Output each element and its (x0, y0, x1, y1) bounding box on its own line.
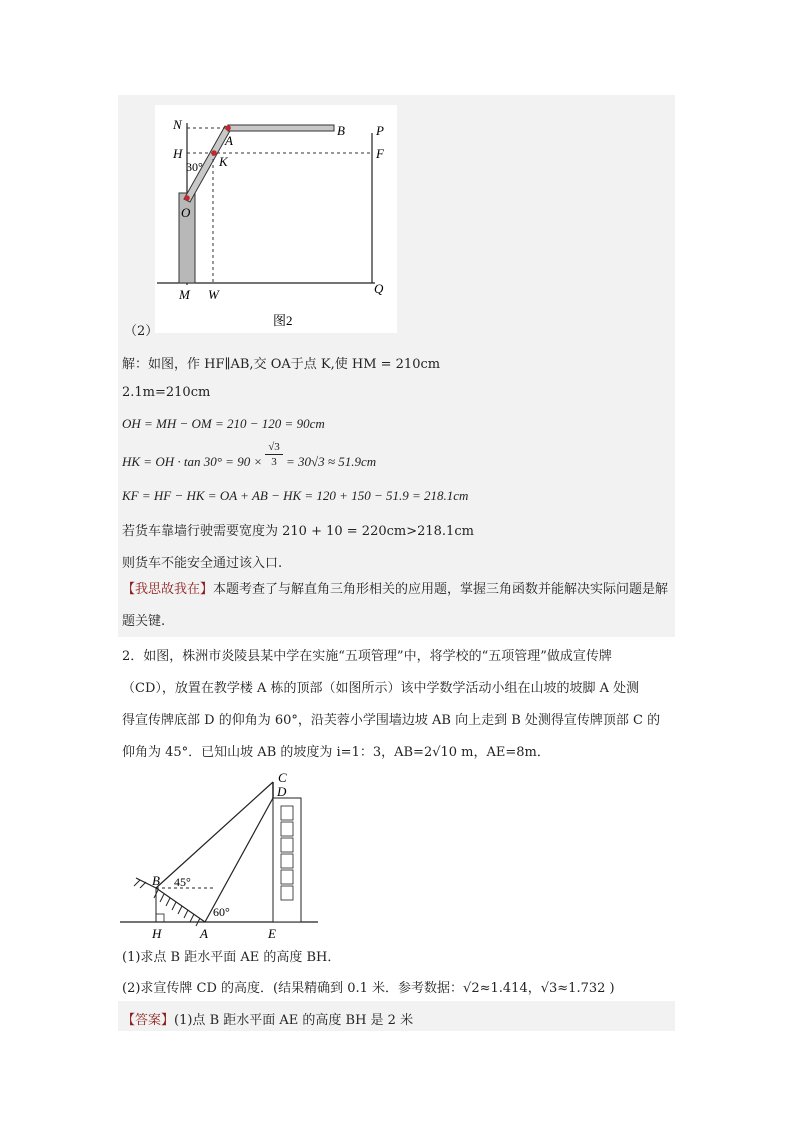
label-f: F (376, 146, 384, 161)
fraction (265, 440, 283, 469)
solution-line-3: OH = MH − OM = 210 − 120 = 90cm (122, 416, 325, 431)
figure-problem2 (118, 770, 318, 942)
fig-label-45: 45° (174, 875, 191, 889)
label-o: O (181, 205, 191, 220)
part-label: （2） (124, 324, 159, 339)
label-m: M (179, 287, 190, 302)
label-a: A (225, 133, 233, 148)
fraction-numerator: √3 (265, 440, 283, 455)
figure-caption: 图2 (273, 313, 293, 328)
problem2-line-2: （CD），放置在教学楼 A 栋的顶部（如图所示）该中学数学活动小组在山坡的坡脚 A 处测 (122, 681, 640, 696)
label-q: Q (374, 281, 384, 296)
fig-label-e: E (268, 926, 276, 941)
insight-paragraph (122, 574, 674, 638)
answer-line (122, 1009, 413, 1028)
fig-label-c: C (278, 770, 287, 785)
label-k: K (219, 154, 228, 169)
question-1: (1)求点 B 距水平面 AE 的高度 BH． (122, 950, 341, 965)
solution-line-6: 若货车靠墙行驶需要宽度为 210 + 10 = 220cm>218.1cm (122, 524, 474, 539)
insight-tag: 【我思故我在】 (122, 582, 214, 597)
solution-line-5: KF = HF − HK = OA + AB − HK = 120 + 150 − 51.9 = 218.1cm (122, 488, 469, 503)
answer-tag: 【答案】 (122, 1013, 175, 1028)
label-angle30: 30° (186, 160, 203, 174)
insight-text: 本题考查了与解直角三角形相关的应用题，掌握三角函数并能解决实际问题是解题关键. (122, 582, 669, 629)
problem2-line-3: 得宣传牌底部 D 的仰角为 60°，沿芙蓉小学围墙边坡 AB 向上走到 B 处测得宣传牌顶部 C 的 (122, 713, 661, 728)
fig-label-d: D (277, 784, 287, 799)
fig-label-h: H (152, 926, 162, 941)
label-n: N (173, 117, 182, 132)
problem2-line-4: 仰角为 45°．已知山坡 AB 的坡度为 i=1：3，AB=2√10 m，AE=8m． (122, 745, 550, 760)
figure-2 (155, 105, 397, 333)
solution-line-2: 2.1m=210cm (122, 385, 211, 400)
label-p: P (376, 123, 384, 138)
answer-text: (1)点 B 距水平面 AE 的高度 BH 是 2 米 (174, 1013, 414, 1028)
fig-label-60: 60° (213, 905, 230, 919)
solution-line-4a: HK = OH · tan 30° = 90 × (122, 454, 263, 469)
fig-label-b: B (152, 873, 160, 888)
solution-line-4b: = 30√3 ≈ 51.9cm (286, 454, 377, 469)
problem2-line-1: 2．如图，株洲市炎陵县某中学在实施“五项管理”中，将学校的“五项管理”做成宣传牌 (122, 649, 612, 664)
fig-label-a: A (200, 926, 208, 941)
label-w: W (208, 287, 219, 302)
solution-line-7: 则货车不能安全通过该入口. (122, 556, 283, 571)
question-2: (2)求宣传牌 CD 的高度．(结果精确到 0.1 米．参考数据：√2≈1.414，√3≈1.732 ) (122, 981, 615, 996)
label-h: H (173, 146, 183, 161)
label-b: B (337, 123, 345, 138)
fraction-denominator: 3 (271, 456, 277, 468)
solution-line-1: 解：如图，作 HF∥AB,交 OA于点 K,使 HM = 210cm (122, 357, 441, 372)
